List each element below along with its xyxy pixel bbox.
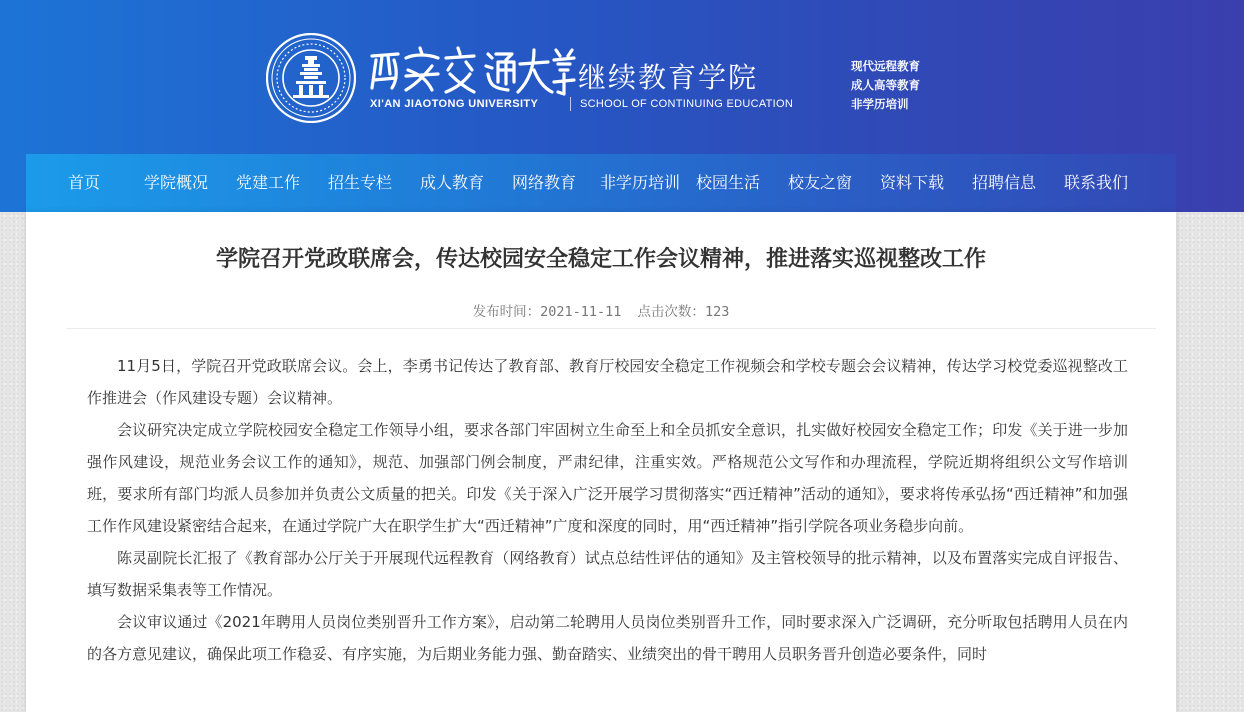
university-seal-icon	[266, 33, 356, 123]
nav-item-party[interactable]: 党建工作	[235, 173, 300, 192]
nav-item-jobs[interactable]: 招聘信息	[971, 173, 1036, 192]
publish-date: 2021-11-11	[540, 304, 622, 320]
article-body	[87, 350, 1128, 670]
nav-item-online-education[interactable]: 网络教育	[511, 173, 576, 192]
nav-item-admissions[interactable]: 招生专栏	[327, 173, 392, 192]
article-title: 学院召开党政联席会，传达校园安全稳定工作会议精神，推进落实巡视整改工作	[215, 246, 986, 272]
article-container	[26, 212, 1176, 712]
nav-item-non-degree-training[interactable]: 非学历培训	[599, 173, 680, 192]
nav-item-about[interactable]: 学院概况	[143, 173, 208, 192]
tagline-item: 现代远程教育	[851, 59, 920, 73]
tagline-item: 成人高等教育	[851, 78, 920, 92]
nav-item-alumni[interactable]: 校友之窗	[787, 173, 852, 192]
title-separator	[66, 328, 1156, 329]
article-paragraph: 11月5日，学院召开党政联席会议。会上，李勇书记传达了教育部、教育厅校园安全稳定工作视频会和学校专题会会议精神，传达学习校党委巡视整改工作推进会（作风建设专题）会议精神。	[87, 357, 1128, 407]
university-name-en: XI'AN JIAOTONG UNIVERSITY	[370, 98, 539, 110]
nav-item-contact[interactable]: 联系我们	[1063, 173, 1128, 192]
university-calligraphy-logo	[368, 44, 576, 100]
nav-item-downloads[interactable]: 资料下载	[879, 173, 944, 192]
tagline-list	[851, 57, 920, 114]
nav-item-home[interactable]: 首页	[67, 173, 100, 192]
header-divider	[570, 97, 571, 111]
nav-item-adult-education[interactable]: 成人教育	[419, 173, 484, 192]
article-paragraph: 陈灵副院长汇报了《教育部办公厅关于开展现代远程教育（网络教育）试点总结性评估的通知》及主管校领导的批示精神，以及布置落实完成自评报告、填写数据采集表等工作情况。	[87, 549, 1128, 599]
tagline-item: 非学历培训	[851, 97, 909, 111]
views-count: 123	[704, 304, 730, 320]
article-paragraph: 会议审议通过《2021年聘用人员岗位类别晋升工作方案》，启动第二轮聘用人员岗位类别晋升工作，同时要求深入广泛调研，充分听取包括聘用人员在内的各方意见建议，确保此项工作稳妥、有序实施，为后期业务能力强、勤奋踏实、业绩突出的骨干聘用人员职务晋升创造必要条件，同时	[87, 613, 1128, 663]
nav-item-campus-life[interactable]: 校园生活	[695, 173, 760, 192]
views-label: 点击次数：	[637, 304, 705, 320]
main-nav	[26, 154, 1176, 212]
school-name-en: SCHOOL OF CONTINUING EDUCATION	[580, 98, 794, 110]
article-meta	[26, 300, 1176, 320]
publish-label: 发布时间：	[472, 304, 541, 320]
article-paragraph: 会议研究决定成立学院校园安全稳定工作领导小组，要求各部门牢固树立生命至上和全员抓安全意识，扎实做好校园安全稳定工作；印发《关于进一步加强作风建设，规范业务会议工作的通知》，规范、加强部门例会制度，严肃纪律，注重实效。严格规范公文写作和办理流程，学院近期将组织公文写作培训班，要求所有部门均派人员参加并负责公文质量的把关。印发《关于深入广泛开展学习贯彻落实“西迁精神”活动的通知》，要求将传承弘扬“西迁精神”和加强工作作风建设紧密结合起来，在通过学院广大在职学生扩大“西迁精神”广度和深度的同时，用“西迁精神”指引学院各项业务稳步向前。	[87, 421, 1128, 535]
school-name-cn: 继续教育学院	[578, 61, 759, 94]
